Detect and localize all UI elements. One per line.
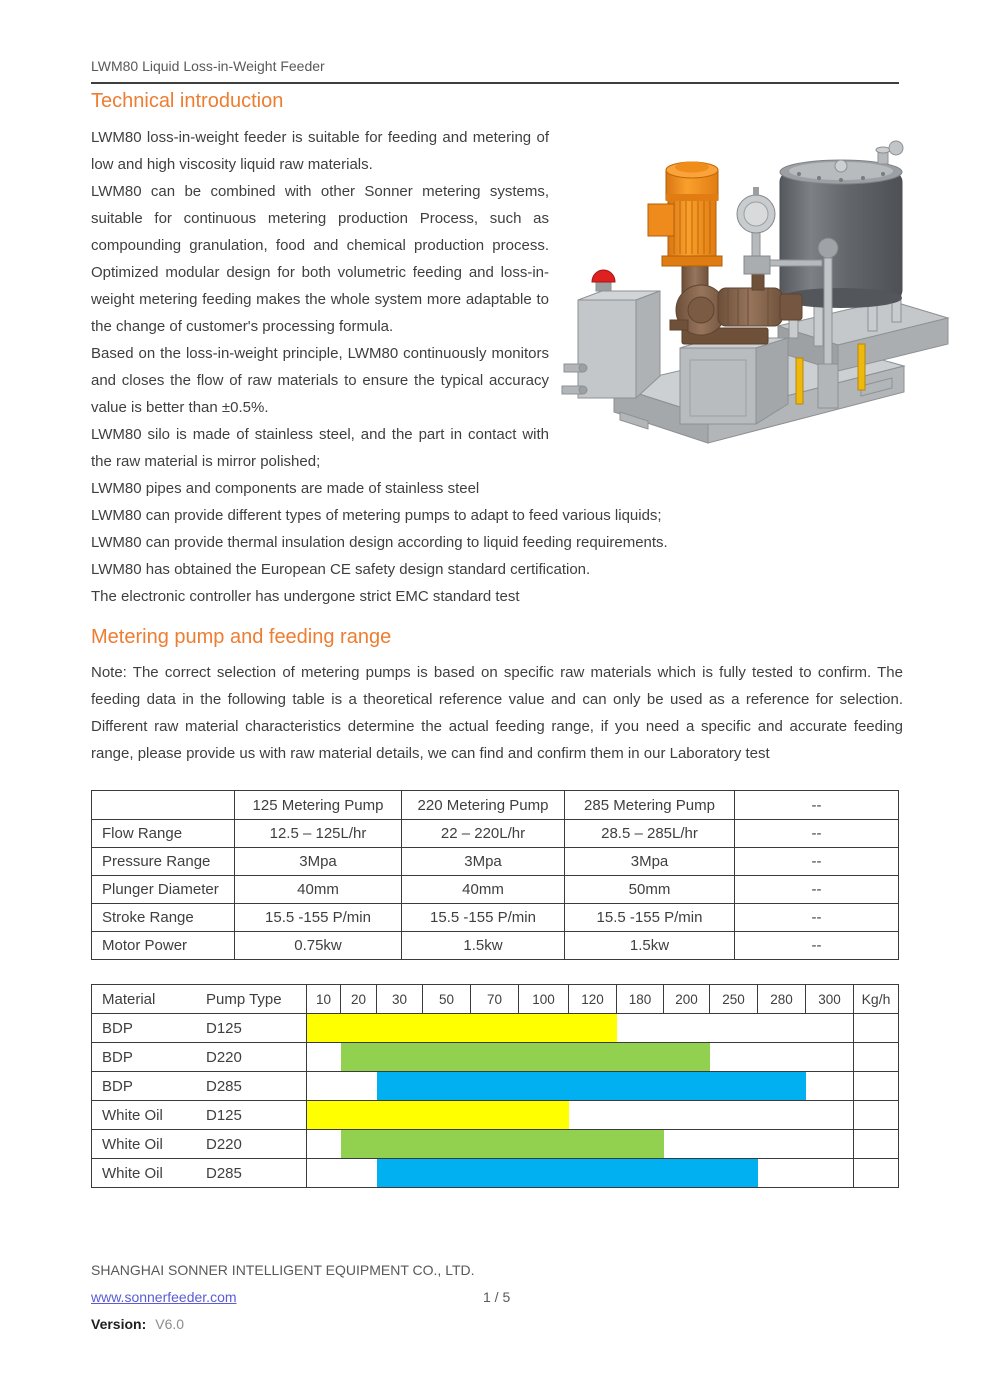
doc-header	[91, 58, 899, 84]
spec-cell: 0.75kw	[234, 931, 401, 959]
chart-row	[92, 1129, 898, 1158]
heading-technical-introduction: Technical introduction	[91, 90, 284, 112]
range-bar	[307, 1014, 617, 1042]
paragraph: LWM80 loss-in-weight feeder is suitable for feeding and metering of low and high viscosity liquid raw materials.	[91, 129, 549, 173]
feature-line: LWM80 pipes and components are made of stainless steel	[91, 480, 480, 497]
spec-row-label: Motor Power	[92, 931, 234, 959]
spec-row-label: Pressure Range	[92, 847, 234, 875]
column-header: 300	[805, 985, 853, 1013]
spec-cell: 3Mpa	[234, 847, 401, 875]
spec-cell: 15.5 -155 P/min	[234, 903, 401, 931]
version-value: V6.0	[155, 1316, 185, 1332]
spec-cell: --	[734, 903, 898, 931]
column-header: 280	[757, 985, 805, 1013]
feeder-machine-illustration	[556, 128, 980, 460]
feature-line: LWM80 can provide thermal insulation design according to liquid feeding requirements.	[91, 534, 668, 551]
spec-cell: 12.5 – 125L/hr	[234, 819, 401, 847]
spec-cell: --	[734, 931, 898, 959]
pump-type-cell: D220	[206, 1048, 242, 1066]
alarm-beacon	[592, 270, 615, 282]
pump-type-cell: D220	[206, 1135, 242, 1153]
spec-cell: 50mm	[564, 875, 734, 903]
range-bar	[341, 1043, 710, 1071]
material-cell: BDP	[102, 1077, 133, 1095]
version-line	[91, 1316, 184, 1332]
column-header: 200	[663, 985, 709, 1013]
spec-cell: 1.5kw	[564, 931, 734, 959]
range-bar	[377, 1072, 806, 1100]
pump-type-cell: D125	[206, 1106, 242, 1124]
unit-column-header: Kg/h	[853, 985, 898, 1013]
spec-cell: 40mm	[401, 875, 564, 903]
chart-row	[92, 1013, 898, 1042]
column-header: 70	[470, 985, 518, 1013]
intro-paragraphs	[91, 124, 549, 475]
pump-type-cell: D285	[206, 1077, 242, 1095]
spec-cell: 1.5kw	[401, 931, 564, 959]
pump-type-cell: D285	[206, 1164, 242, 1182]
chart-row	[92, 1042, 898, 1071]
storage-tank	[780, 141, 903, 308]
heading-metering-pump-range: Metering pump and feeding range	[91, 626, 392, 648]
column-header: 250	[709, 985, 757, 1013]
spec-cell: 3Mpa	[401, 847, 564, 875]
range-bar	[341, 1130, 664, 1158]
website-link[interactable]: www.sonnerfeeder.com	[91, 1289, 237, 1305]
spec-cell: 22 – 220L/hr	[401, 819, 564, 847]
footer-company: SHANGHAI SONNER INTELLIGENT EQUIPMENT CO., LTD.	[91, 1262, 475, 1278]
pump-pedestal	[680, 338, 788, 424]
spec-cell: --	[734, 875, 898, 903]
drive-motor	[648, 162, 722, 267]
feeding-range-chart	[91, 984, 899, 1188]
material-column-header: Material	[102, 990, 156, 1008]
selection-note: Note: The correct selection of metering pumps is based on specific raw materials which is fully tested to confirm. The feeding data in the following table is a theoretical reference value and can only be used as a reference for selection. Different raw material characteristics determine the actual feeding range, if you need a specific and accurate feeding range, please provide us with raw material details, we can find and confirm them in our Laboratory test	[91, 664, 903, 762]
chart-row	[92, 1158, 898, 1187]
spec-header-dash: --	[734, 791, 898, 819]
paragraph: LWM80 silo is made of stainless steel, and the part in contact with the raw material is mirror polished;	[91, 426, 549, 470]
column-header: 120	[568, 985, 616, 1013]
material-cell: BDP	[102, 1019, 133, 1037]
paragraph: LWM80 can be combined with other Sonner metering systems, suitable for continuous metering production Process, such as compounding granulation, food and chemical production process. Optimized modular design for both volumetric feeding and loss-in-weight metering feeding makes the whole system more adaptable to the change of customer's processing formula.	[91, 183, 549, 335]
spec-cell: 28.5 – 285L/hr	[564, 819, 734, 847]
feature-line: The electronic controller has undergone strict EMC standard test	[91, 588, 520, 605]
page-number: 1 / 5	[483, 1289, 511, 1305]
column-header: 180	[616, 985, 663, 1013]
feature-line: LWM80 has obtained the European CE safety design standard certification.	[91, 561, 591, 578]
spec-cell: 40mm	[234, 875, 401, 903]
spec-header-empty	[92, 791, 234, 819]
column-header: 20	[340, 985, 376, 1013]
pump-spec-table	[91, 790, 899, 960]
column-header: 100	[518, 985, 568, 1013]
feature-line: LWM80 can provide different types of metering pumps to adapt to feed various liquids;	[91, 507, 662, 524]
equipment-render	[556, 128, 980, 460]
range-bar	[307, 1101, 569, 1129]
version-label: Version:	[91, 1316, 147, 1332]
intro-feature-lines	[91, 475, 903, 610]
spec-cell: 3Mpa	[564, 847, 734, 875]
spec-cell: 15.5 -155 P/min	[564, 903, 734, 931]
spec-row-label: Plunger Diameter	[92, 875, 234, 903]
chart-row	[92, 1071, 898, 1100]
doc-title: LWM80 Liquid Loss-in-Weight Feeder	[91, 58, 325, 74]
spec-row-label: Flow Range	[92, 819, 234, 847]
pump-type-column-header: Pump Type	[206, 990, 282, 1008]
column-header: 10	[306, 985, 340, 1013]
spec-header-220: 220 Metering Pump	[401, 791, 564, 819]
spec-header-285: 285 Metering Pump	[564, 791, 734, 819]
spec-cell: 15.5 -155 P/min	[401, 903, 564, 931]
column-header: 50	[422, 985, 470, 1013]
chart-header-row	[92, 985, 898, 1013]
spec-row-label: Stroke Range	[92, 903, 234, 931]
spec-cell: --	[734, 847, 898, 875]
material-cell: White Oil	[102, 1164, 163, 1182]
material-cell: White Oil	[102, 1106, 163, 1124]
range-bar	[377, 1159, 758, 1187]
spec-cell: --	[734, 819, 898, 847]
paragraph: Based on the loss-in-weight principle, LWM80 continuously monitors and closes the flow of raw materials to ensure the typical accuracy value is better than ±0.5%.	[91, 345, 549, 416]
spec-header-125: 125 Metering Pump	[234, 791, 401, 819]
pump-type-cell: D125	[206, 1019, 242, 1037]
material-cell: White Oil	[102, 1135, 163, 1153]
chart-row	[92, 1100, 898, 1129]
column-header: 30	[376, 985, 422, 1013]
material-cell: BDP	[102, 1048, 133, 1066]
control-cabinet	[562, 270, 660, 398]
